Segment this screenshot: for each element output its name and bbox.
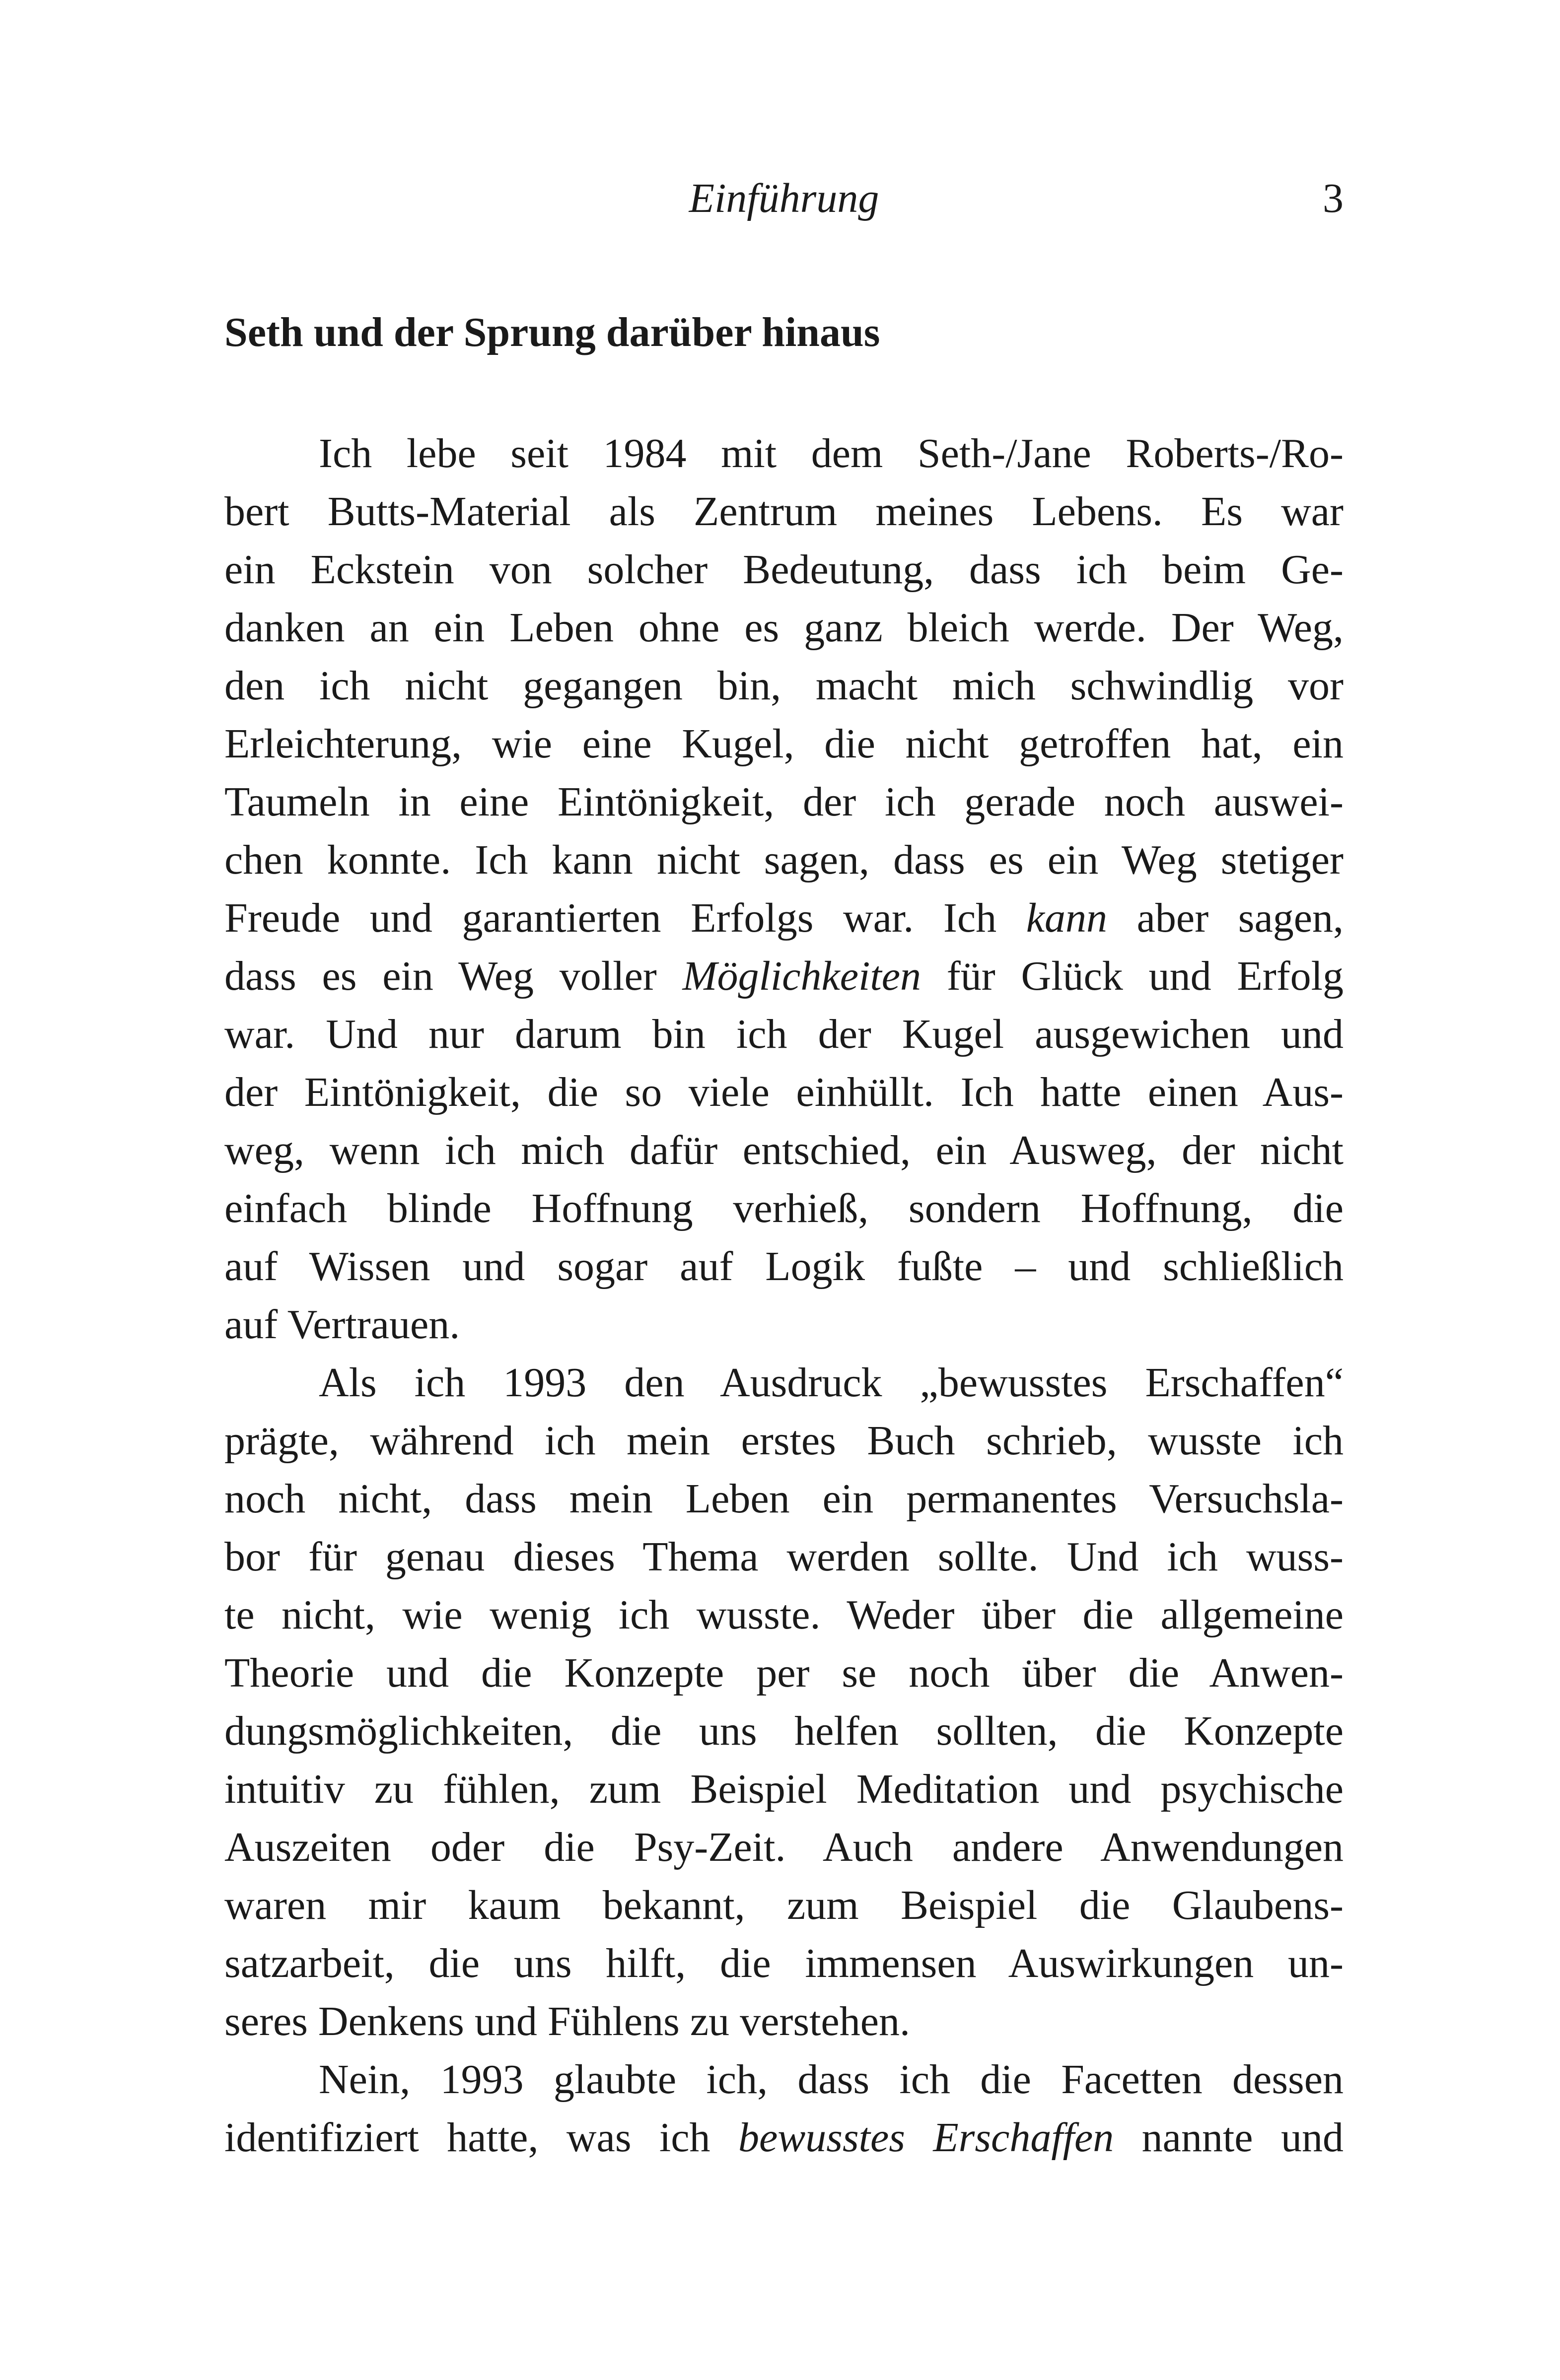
text-line — [224, 1354, 1344, 1412]
text-run: Ich lebe seit 1984 mit dem Seth-/Jane Roberts-/Ro- — [319, 430, 1344, 476]
text-line — [224, 1412, 1344, 1470]
text-line — [224, 1237, 1344, 1295]
text-run: danken an ein Leben ohne es ganz bleich werde. Der Weg, — [224, 605, 1344, 651]
text-run: Freude und garantierten Erfolgs war. Ich — [224, 895, 1026, 941]
text-line — [224, 2050, 1344, 2108]
text-line — [224, 1702, 1344, 1760]
text-run: auf Wissen und sogar auf Logik fußte – und schließlich — [224, 1243, 1344, 1290]
text-line — [224, 424, 1344, 482]
text-line — [224, 1121, 1344, 1179]
text-run: nannte und — [1114, 2114, 1344, 2161]
text-run: einfach blinde Hoffnung verhieß, sondern Hoffnung, die — [224, 1185, 1344, 1231]
text-run: dungsmöglichkeiten, die uns helfen sollten, die Konzepte — [224, 1708, 1344, 1754]
text-run: bor für genau dieses Thema werden sollte. Und ich wuss- — [224, 1534, 1344, 1580]
text-run: Theorie und die Konzepte per se noch über die Anwen- — [224, 1650, 1344, 1696]
text-line — [224, 831, 1344, 889]
paragraph — [224, 424, 1344, 1354]
text-run: aber sagen, — [1107, 895, 1344, 941]
section-heading: Seth und der Sprung darüber hinaus — [224, 309, 880, 355]
text-run: prägte, während ich mein erstes Buch schrieb, wusste ich — [224, 1418, 1344, 1464]
text-run: Auszeiten oder die Psy-Zeit. Auch andere Anwendungen — [224, 1824, 1344, 1870]
chapter-title: Einführung — [689, 175, 879, 221]
text-run: der Eintönigkeit, die so viele einhüllt. Ich hatte einen Aus- — [224, 1069, 1344, 1115]
text-line — [224, 715, 1344, 773]
text-line — [224, 1586, 1344, 1644]
text-line — [224, 1179, 1344, 1237]
text-run: waren mir kaum bekannt, zum Beispiel die Glaubens- — [224, 1882, 1344, 1928]
text-run: dass es ein Weg voller — [224, 953, 683, 999]
emphasis-text: kann — [1026, 895, 1108, 941]
text-line — [224, 1992, 1344, 2050]
text-run: seres Denkens und Fühlens zu verstehen. — [224, 1998, 910, 2044]
text-line — [224, 1934, 1344, 1992]
text-run: weg, wenn ich mich dafür entschied, ein Ausweg, der nicht — [224, 1127, 1344, 1173]
text-line — [224, 1818, 1344, 1876]
text-run: auf Vertrauen. — [224, 1301, 460, 1348]
text-run: war. Und nur darum bin ich der Kugel ausgewichen und — [224, 1011, 1344, 1057]
emphasis-text: Möglichkeiten — [682, 953, 921, 999]
text-line — [224, 541, 1344, 599]
text-run: Taumeln in eine Eintönigkeit, der ich gerade noch auswei- — [224, 779, 1344, 825]
text-line — [224, 599, 1344, 657]
text-run: den ich nicht gegangen bin, macht mich schwindlig vor — [224, 663, 1344, 709]
text-run: identifiziert hatte, was ich — [224, 2114, 738, 2161]
page-number: 3 — [1323, 175, 1344, 221]
paragraph — [224, 2050, 1344, 2167]
text-run: chen konnte. Ich kann nicht sagen, dass es ein Weg stetiger — [224, 837, 1344, 883]
text-line — [224, 773, 1344, 831]
text-line — [224, 1876, 1344, 1934]
text-run: für Glück und Erfolg — [921, 953, 1344, 999]
text-run: Erleichterung, wie eine Kugel, die nicht getroffen hat, ein — [224, 721, 1344, 767]
text-run: bert Butts-Material als Zentrum meines Lebens. Es war — [224, 488, 1344, 535]
text-line — [224, 889, 1344, 947]
text-line — [224, 1005, 1344, 1063]
text-line — [224, 1760, 1344, 1818]
text-line — [224, 947, 1344, 1005]
text-line — [224, 1470, 1344, 1528]
text-line — [224, 1063, 1344, 1121]
body-text — [224, 424, 1344, 2167]
text-line — [224, 1644, 1344, 1702]
text-line — [224, 2108, 1344, 2167]
text-run: Nein, 1993 glaubte ich, dass ich die Facetten dessen — [319, 2056, 1344, 2103]
text-run: satzarbeit, die uns hilft, die immensen Auswirkungen un- — [224, 1940, 1344, 1986]
text-run: intuitiv zu fühlen, zum Beispiel Meditation und psychische — [224, 1766, 1344, 1812]
text-line — [224, 482, 1344, 541]
text-run: Als ich 1993 den Ausdruck „bewusstes Erschaffen“ — [319, 1360, 1344, 1406]
text-line — [224, 1528, 1344, 1586]
text-line — [224, 657, 1344, 715]
emphasis-text: bewusstes Erschaffen — [738, 2114, 1114, 2161]
text-run: te nicht, wie wenig ich wusste. Weder über die allgemeine — [224, 1592, 1344, 1638]
paragraph — [224, 1354, 1344, 2050]
text-line — [224, 1295, 1344, 1354]
text-run: ein Eckstein von solcher Bedeutung, dass ich beim Ge- — [224, 546, 1344, 593]
text-run: noch nicht, dass mein Leben ein permanentes Versuchsla- — [224, 1476, 1344, 1522]
running-head — [224, 169, 1344, 228]
